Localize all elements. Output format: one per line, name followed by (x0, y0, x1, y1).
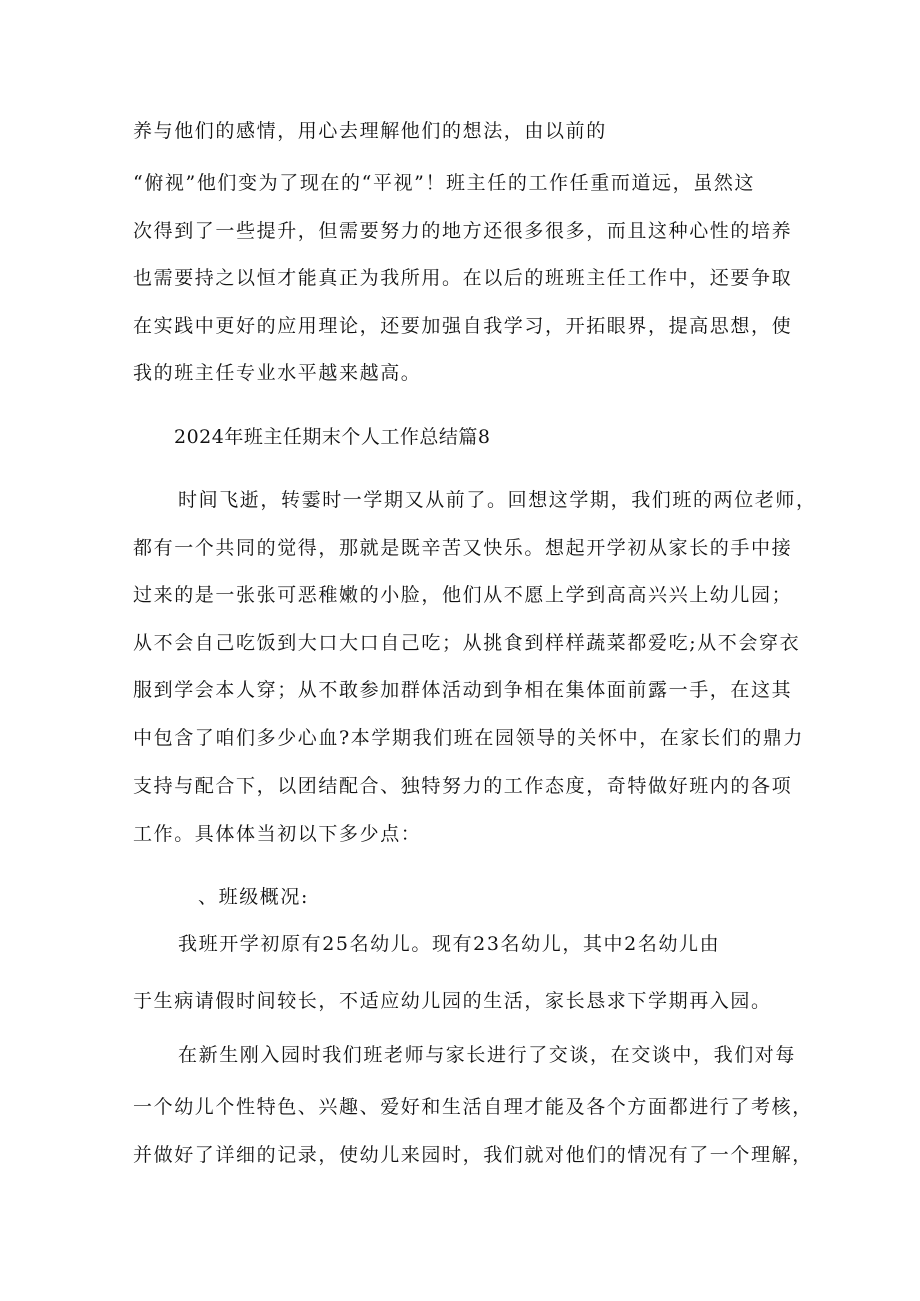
text-line: 次得到了一些提升，但需要努力的地方还很多很多，而且这种心性的培养 (133, 220, 793, 242)
text-line: 在实践中更好的应用理论，还要加强自我学习，开拓眼界，提高思想，使 (133, 315, 793, 337)
text-line: 养与他们的感情，用心去理解他们的想法，由以前的 (133, 120, 607, 142)
text-line: “俯视”他们变为了现在的“平视”！班主任的工作任重而道远，虽然这 (133, 172, 756, 194)
text-line: 并做好了详细的记录，使幼儿来园时，我们就对他们的情况有了一个理解， (133, 1144, 813, 1166)
text-line: 支持与配合下，以团结配合、独特努力的工作态度，奇特做好班内的各项 (133, 775, 793, 797)
text-line: 过来的是一张张可恶稚嫩的小脸，他们从不愿上学到高高兴兴上幼儿园； (133, 584, 793, 606)
section-heading: 2024年班主任期末个人工作总结篇8 (174, 426, 491, 448)
text-line: 我班开学初原有25名幼儿。现有23名幼儿，其中2名幼儿由 (178, 933, 721, 955)
subsection-title: 、班级概况: (198, 886, 310, 908)
text-line: 中包含了咱们多少心血?本学期我们班在园领导的关怀中，在家长们的鼎力 (133, 727, 804, 749)
text-line: 也需要持之以恒才能真正为我所用。在以后的班班主任工作中，还要争取 (133, 267, 793, 289)
text-line: 在新生刚入园时我们班老师与家长进行了交谈，在交谈中，我们对每 (178, 1044, 797, 1066)
text-line: 我的班主任专业水平越来越高。 (133, 362, 422, 384)
text-line: 工作。具体体当初以下多少点： (133, 823, 422, 845)
text-line: 服到学会本人穿；从不敢参加群体活动到争相在集体面前露一手，在这其 (133, 679, 793, 701)
text-line: 都有一个共同的觉得，那就是既辛苦又快乐。想起开学初从家长的手中接 (133, 537, 793, 559)
text-line: 于生病请假时间较长，不适应幼儿园的生活，家长恳求下学期再入园。 (133, 990, 772, 1012)
text-line: 时间飞逝，转霎时一学期又从前了。回想这学期，我们班的两位老师， (178, 489, 817, 511)
text-line: 一个幼儿个性特色、兴趣、爱好和生活自理才能及各个方面都进行了考核， (133, 1096, 813, 1118)
text-line: 从不会自己吃饭到大口大口自己吃；从挑食到样样蔬菜都爱吃;从不会穿衣 (133, 632, 801, 654)
